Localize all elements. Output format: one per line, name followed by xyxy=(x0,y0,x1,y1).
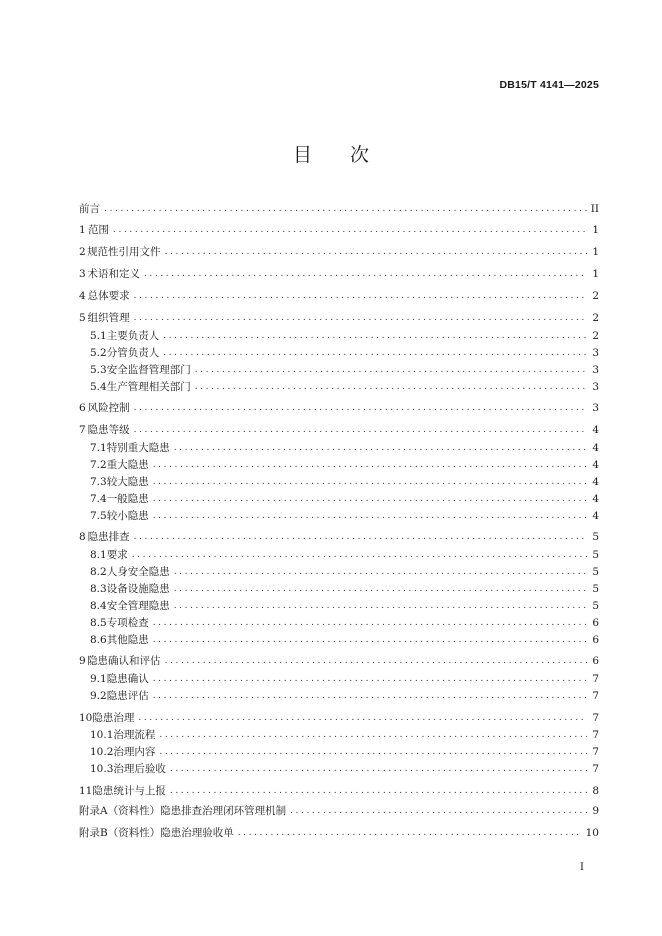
toc-entry-label: 治理后验收 xyxy=(113,763,166,775)
toc-entry-label: 分管负责人 xyxy=(106,347,160,359)
toc-entry-page: 4 xyxy=(592,459,599,471)
toc-entry-label: 较大隐患 xyxy=(106,476,149,488)
toc-dot-leader xyxy=(153,475,587,489)
toc-entry-label: 特别重大隐患 xyxy=(106,442,170,454)
toc-entry-page: 7 xyxy=(592,712,599,724)
toc-entry-number: 7 xyxy=(79,424,86,436)
toc-entry-page: 3 xyxy=(592,381,599,393)
toc-entry-label: 治理流程 xyxy=(113,729,156,741)
toc-entry[interactable] xyxy=(90,633,599,647)
toc-entry-label: 较小隐患 xyxy=(106,510,149,522)
toc-entry[interactable] xyxy=(90,565,599,579)
toc-entry-number: 9.1 xyxy=(90,673,107,685)
toc-entry-number: 3 xyxy=(79,268,86,280)
toc-entry[interactable] xyxy=(90,363,599,377)
toc-entry-page: 7 xyxy=(592,690,599,702)
toc-entry[interactable] xyxy=(79,311,599,325)
toc-entry[interactable] xyxy=(79,654,599,668)
toc-entry-number: 5.4 xyxy=(90,381,107,393)
toc-entry[interactable] xyxy=(90,616,599,630)
toc-entry[interactable] xyxy=(79,223,599,237)
toc-dot-leader xyxy=(153,458,587,472)
document-code: DB15/T 4141—2025 xyxy=(499,79,599,91)
toc-entry-page: 3 xyxy=(592,347,599,359)
toc-entry-number: 2 xyxy=(79,246,86,258)
toc-entry-label: 隐患治理验收单 xyxy=(160,827,234,839)
toc-entry-page: 7 xyxy=(592,746,599,758)
toc-entry[interactable] xyxy=(90,745,599,759)
toc-entry-page: 4 xyxy=(592,476,599,488)
toc-entry[interactable] xyxy=(90,475,599,489)
toc-dot-leader xyxy=(174,582,587,596)
toc-entry-number: 11 xyxy=(79,785,93,797)
toc-entry[interactable] xyxy=(90,582,599,596)
toc-entry-label: 其他隐患 xyxy=(106,634,149,646)
toc-dot-leader xyxy=(174,599,587,613)
toc-dot-leader xyxy=(134,289,587,303)
toc-entry[interactable] xyxy=(79,245,599,259)
toc-entry-number: 6 xyxy=(79,402,86,414)
toc-entry[interactable] xyxy=(90,599,599,613)
toc-entry-number: 10.2 xyxy=(90,746,114,758)
toc-entry-page: 5 xyxy=(592,549,599,561)
toc-entry-number: 附录B（资料性） xyxy=(79,827,161,839)
toc-entry-page: 5 xyxy=(592,566,599,578)
toc-entry-number: 10.3 xyxy=(90,763,114,775)
toc-entry[interactable] xyxy=(79,530,599,544)
toc-dot-leader xyxy=(195,363,587,377)
toc-entry-label: 隐患治理 xyxy=(92,712,135,724)
toc-dot-leader xyxy=(153,689,587,703)
toc-entry[interactable] xyxy=(90,441,599,455)
toc-entry[interactable] xyxy=(90,492,599,506)
toc-entry-number: 8.1 xyxy=(90,549,107,561)
toc-entry[interactable] xyxy=(79,804,599,818)
toc-dot-leader xyxy=(159,728,587,742)
toc-entry-number: 4 xyxy=(79,290,86,302)
toc-entry-label: 隐患确认 xyxy=(106,673,149,685)
toc-entry-page: II xyxy=(590,203,599,215)
toc-dot-leader xyxy=(174,441,587,455)
toc-entry-page: 4 xyxy=(592,510,599,522)
toc-entry-number: 8.4 xyxy=(90,600,107,612)
toc-entry[interactable] xyxy=(90,762,599,776)
toc-entry-label: 规范性引用文件 xyxy=(87,246,161,258)
toc-entry-number: 7.1 xyxy=(90,442,107,454)
toc-entry[interactable] xyxy=(79,711,599,725)
toc-entry-number: 8.2 xyxy=(90,566,107,578)
toc-entry-number: 7.2 xyxy=(90,459,107,471)
toc-entry[interactable] xyxy=(79,423,599,437)
toc-entry-number: 7.4 xyxy=(90,493,107,505)
toc-entry-number: 5.2 xyxy=(90,347,107,359)
toc-dot-leader xyxy=(153,492,587,506)
toc-entry-page: 10 xyxy=(585,827,599,839)
toc-entry-page: 7 xyxy=(592,729,599,741)
toc-entry[interactable] xyxy=(79,267,599,281)
toc-entry-page: 7 xyxy=(592,673,599,685)
toc-entry-page: 9 xyxy=(592,805,599,817)
toc-entry-number: 1 xyxy=(79,224,86,236)
footer-page-number: I xyxy=(580,862,584,873)
toc-dot-leader xyxy=(163,346,587,360)
toc-entry-label: 隐患评估 xyxy=(106,690,149,702)
toc-entry-label: 专项检查 xyxy=(106,617,149,629)
toc-entry-label: 前言 xyxy=(79,203,100,215)
toc-dot-leader xyxy=(153,672,587,686)
toc-entry-page: 2 xyxy=(592,312,599,324)
toc-entry-page: 4 xyxy=(592,424,599,436)
toc-dot-leader xyxy=(159,745,587,759)
toc-entry-page: 6 xyxy=(592,655,599,667)
toc-entry[interactable] xyxy=(90,346,599,360)
toc-entry-label: 风险控制 xyxy=(87,402,130,414)
toc-dot-leader xyxy=(153,633,587,647)
toc-dot-leader xyxy=(163,329,587,343)
toc-entry[interactable] xyxy=(90,380,599,394)
toc-dot-leader xyxy=(170,762,587,776)
toc-entry-number: 附录A（资料性） xyxy=(79,805,161,817)
toc-dot-leader xyxy=(170,784,587,798)
toc-entry-label: 重大隐患 xyxy=(106,459,149,471)
toc-entry-page: 1 xyxy=(592,268,599,280)
toc-entry-page: 2 xyxy=(592,330,599,342)
toc-dot-leader xyxy=(132,548,587,562)
toc-entry-label: 安全管理隐患 xyxy=(106,600,170,612)
toc-dot-leader xyxy=(144,267,587,281)
toc-entry-number: 7.3 xyxy=(90,476,107,488)
toc-entry[interactable] xyxy=(79,784,599,798)
toc-entry-label: 生产管理相关部门 xyxy=(106,381,191,393)
toc-dot-leader xyxy=(290,804,587,818)
toc-dot-leader xyxy=(113,223,587,237)
toc-dot-leader xyxy=(165,245,587,259)
toc-entry-label: 组织管理 xyxy=(87,312,130,324)
toc-entry-page: 6 xyxy=(592,617,599,629)
page-title xyxy=(0,140,662,167)
toc-entry-page: 4 xyxy=(592,493,599,505)
toc-entry-page: 2 xyxy=(592,290,599,302)
toc-entry-label: 治理内容 xyxy=(113,746,156,758)
toc-entry-label: 主要负责人 xyxy=(106,330,160,342)
toc-entry-number: 5.1 xyxy=(90,330,107,342)
toc-dot-leader xyxy=(153,509,587,523)
toc-entry[interactable] xyxy=(79,202,599,216)
toc-entry-page: 1 xyxy=(592,224,599,236)
toc-entry[interactable] xyxy=(90,458,599,472)
toc-entry[interactable] xyxy=(90,689,599,703)
toc-entry-number: 8.3 xyxy=(90,583,107,595)
toc-entry-label: 人身安全隐患 xyxy=(106,566,170,578)
toc-dot-leader xyxy=(238,826,582,840)
toc-dot-leader xyxy=(165,654,587,668)
toc-entry[interactable] xyxy=(90,509,599,523)
toc-entry-label: 术语和定义 xyxy=(87,268,140,280)
title-char-2: 次 xyxy=(350,144,370,166)
toc-dot-leader xyxy=(134,401,587,415)
toc-entry-page: 4 xyxy=(592,442,599,454)
toc-entry-number: 9 xyxy=(79,655,86,667)
toc-entry[interactable] xyxy=(90,728,599,742)
toc-entry-number: 8.6 xyxy=(90,634,107,646)
toc-dot-leader xyxy=(104,202,587,216)
toc-dot-leader xyxy=(134,423,587,437)
toc-entry-number: 5.3 xyxy=(90,364,107,376)
toc-entry-page: 3 xyxy=(592,364,599,376)
toc-entry-page: 3 xyxy=(592,402,599,414)
toc-entry-page: 8 xyxy=(592,785,599,797)
title-char-1: 目 xyxy=(292,144,312,166)
toc-entry-number: 9.2 xyxy=(90,690,107,702)
toc-entry[interactable] xyxy=(79,289,599,303)
toc-entry-label: 隐患确认和评估 xyxy=(87,655,161,667)
toc-entry-label: 隐患等级 xyxy=(87,424,130,436)
toc-entry-number: 10 xyxy=(79,712,93,724)
toc-entry-label: 隐患排查治理闭环管理机制 xyxy=(160,805,287,817)
toc-entry-page: 6 xyxy=(592,634,599,646)
toc-entry-number: 7.5 xyxy=(90,510,107,522)
toc-entry-label: 一般隐患 xyxy=(106,493,149,505)
toc-entry-label: 范围 xyxy=(88,224,110,236)
toc-entry-label: 要求 xyxy=(106,549,128,561)
toc-dot-leader xyxy=(195,380,587,394)
toc-entry[interactable] xyxy=(90,672,599,686)
toc-entry[interactable] xyxy=(90,548,599,562)
toc-entry-label: 总体要求 xyxy=(87,290,130,302)
toc-entry-label: 隐患统计与上报 xyxy=(92,785,166,797)
toc-entry-number: 10.1 xyxy=(90,729,114,741)
toc-entry-page: 5 xyxy=(592,583,599,595)
toc-dot-leader xyxy=(134,530,587,544)
toc-entry-number: 5 xyxy=(79,312,86,324)
toc-dot-leader xyxy=(174,565,587,579)
toc-entry-number: 8.5 xyxy=(90,617,107,629)
toc-entry-label: 安全监督管理部门 xyxy=(106,364,191,376)
toc-entry-page: 5 xyxy=(592,531,599,543)
toc-entry[interactable] xyxy=(90,329,599,343)
toc-entry-page: 5 xyxy=(592,600,599,612)
toc-dot-leader xyxy=(138,711,587,725)
toc-entry-number: 8 xyxy=(79,531,86,543)
toc-entry-label: 设备设施隐患 xyxy=(106,583,170,595)
toc-entry-page: 7 xyxy=(592,763,599,775)
toc-entry-page: 1 xyxy=(592,246,599,258)
toc-entry-label: 隐患排查 xyxy=(87,531,130,543)
toc-entry[interactable] xyxy=(79,401,599,415)
toc-dot-leader xyxy=(134,311,587,325)
toc-dot-leader xyxy=(153,616,587,630)
toc-entry[interactable] xyxy=(79,826,599,840)
